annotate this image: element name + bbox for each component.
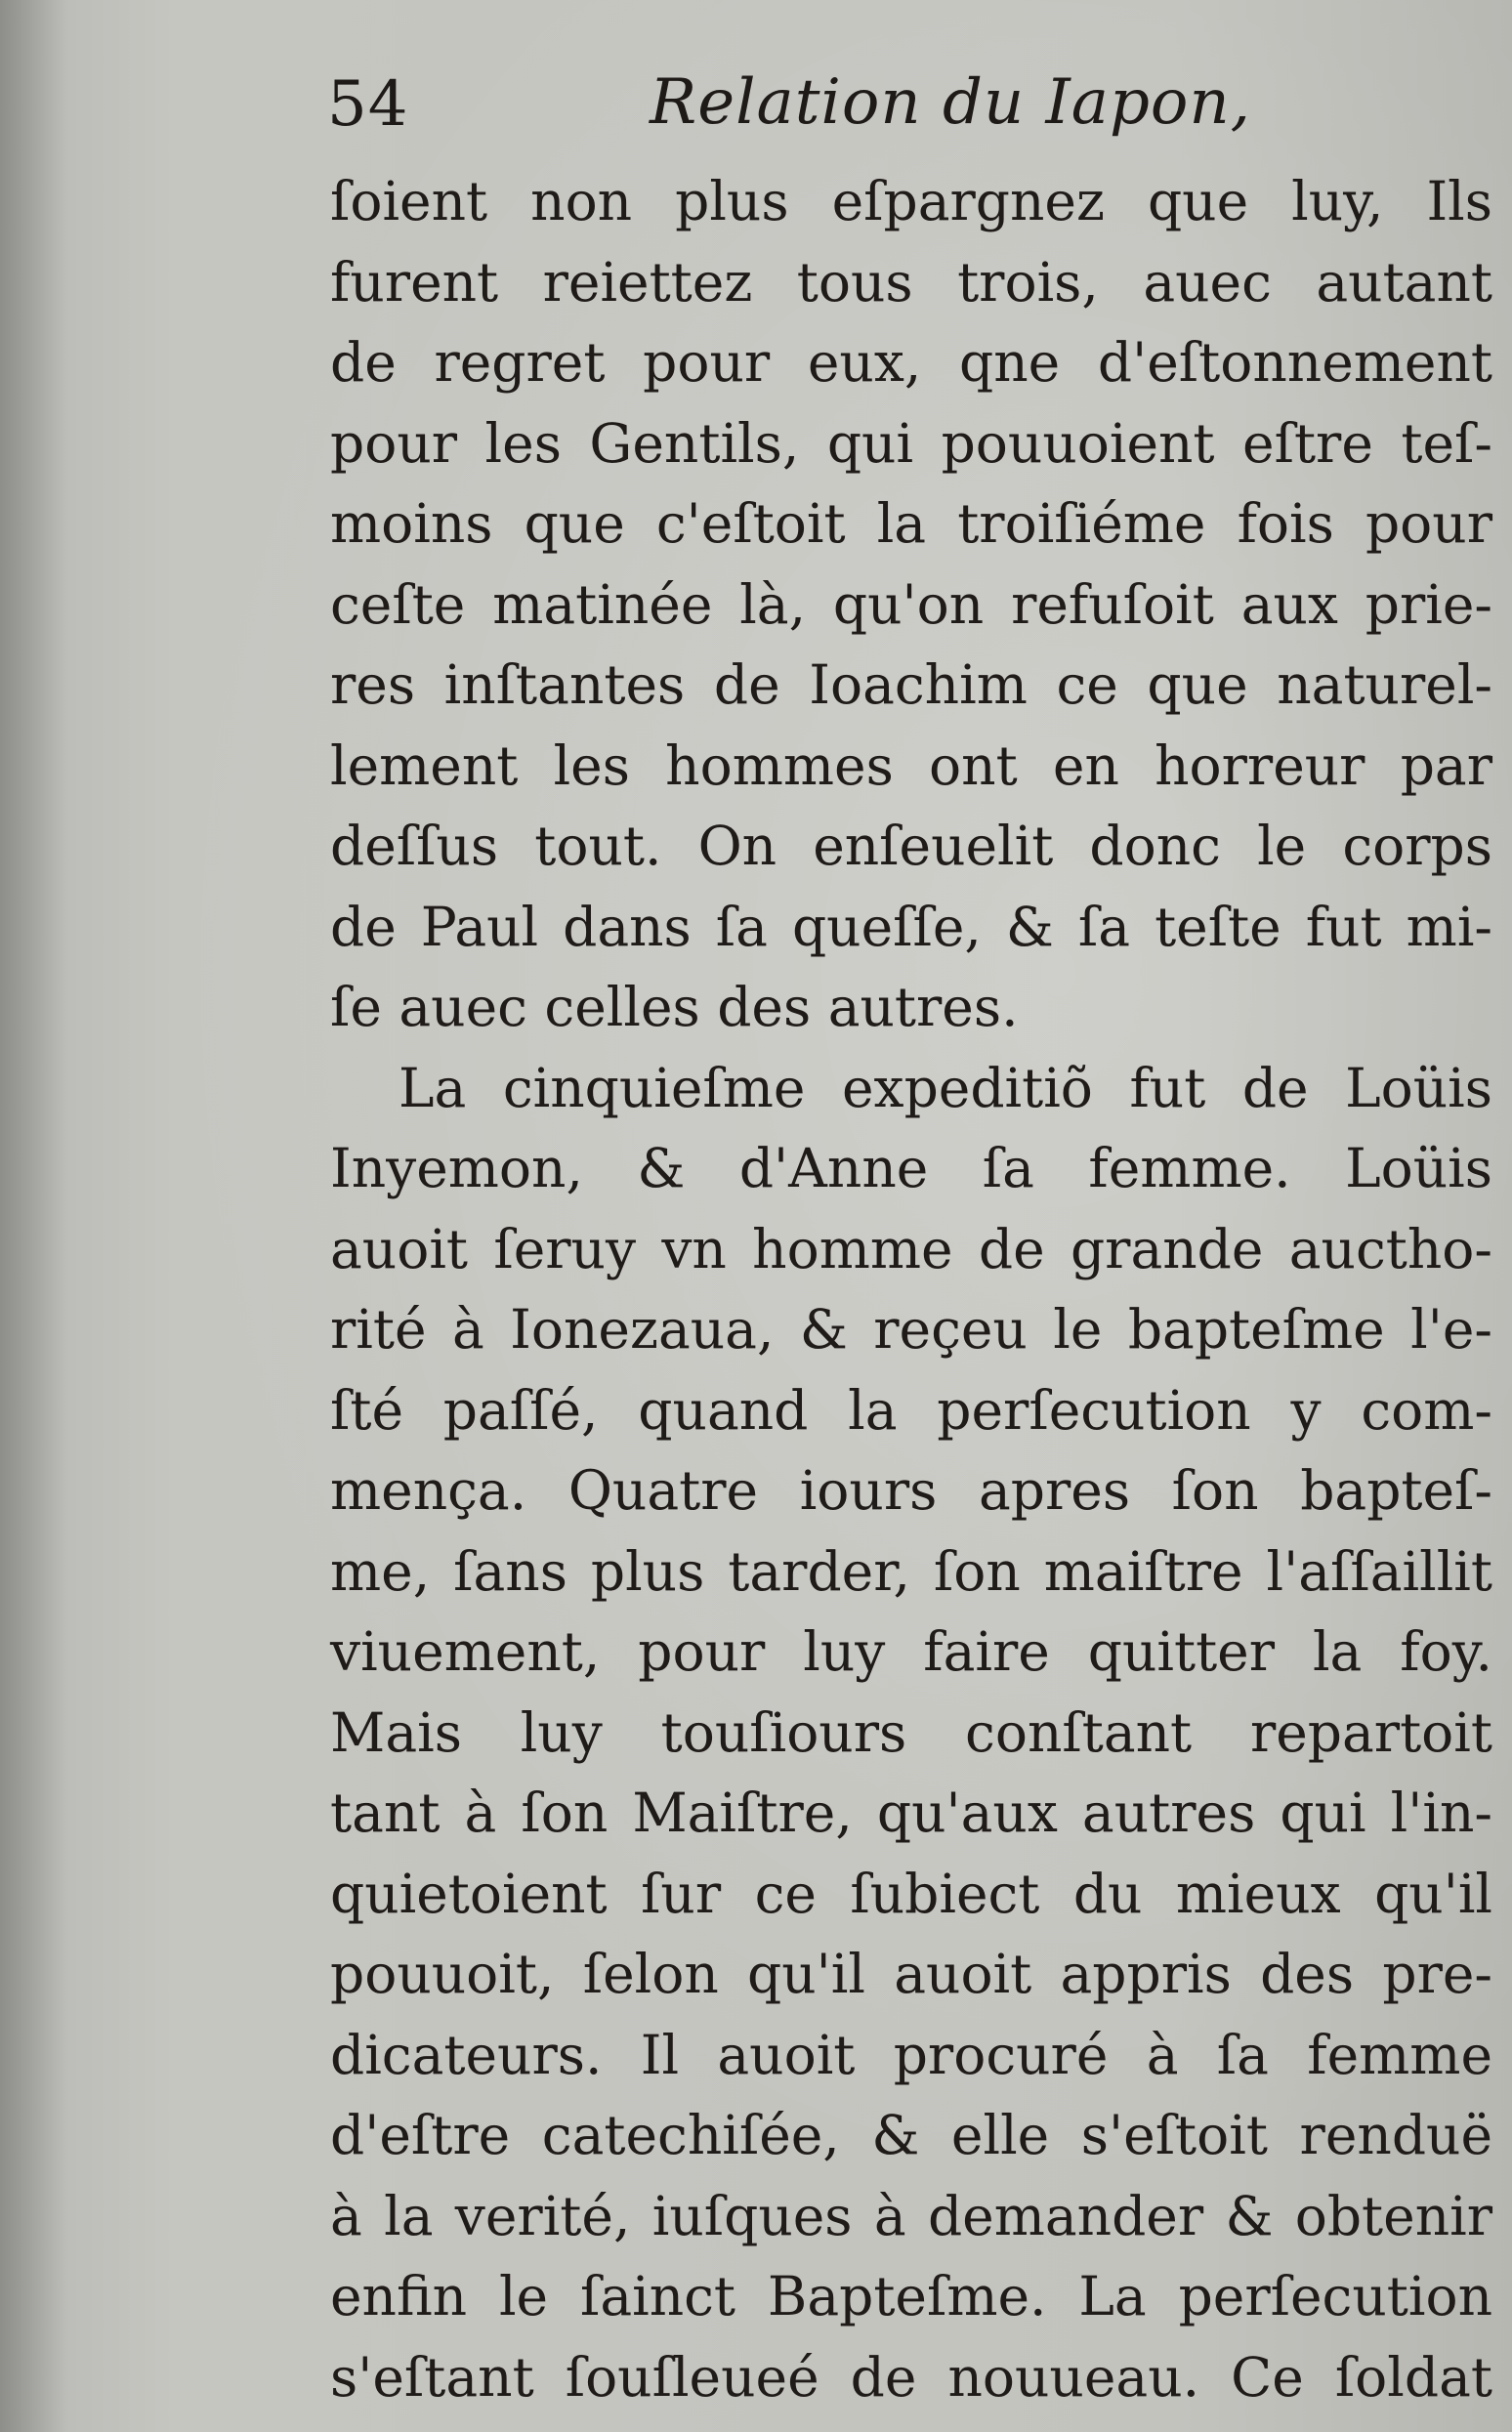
text-line: ſté paſſé, quand la perſecution y com- xyxy=(330,1378,1492,1442)
text-line: mença. Quatre iours apres ſon bapteſ- xyxy=(330,1459,1492,1522)
text-line: lement les hommes ont en horreur par xyxy=(330,734,1492,797)
text-line: à la verité, iuſques à demander & obtenir xyxy=(330,2184,1492,2247)
text-line: ceſte matinée là, qu'on refuſoit aux prie- xyxy=(330,572,1492,636)
text-line: tant à ſon Maiſtre, qu'aux autres qui l'in- xyxy=(330,1782,1492,1844)
page-header xyxy=(327,59,1499,166)
page-number: 54 xyxy=(327,68,409,141)
paragraph-end-line: ſe auec celles des autres. xyxy=(330,976,1019,1038)
text-line: de Paul dans ſa queſſe, & ſa teſte fut mi- xyxy=(330,895,1492,958)
text-line: deſſus tout. On enſeuelit donc le corps xyxy=(330,815,1492,877)
text-line: pouuoit, ſelon qu'il auoit appris des pre- xyxy=(330,1943,1492,2005)
text-line: res inſtantes de Ioachim ce que naturel- xyxy=(330,653,1492,716)
text-line: de regret pour eux, qne d'eſtonnement xyxy=(330,331,1492,394)
text-line: moins que c'eſtoit la troiſiéme fois pour xyxy=(330,492,1492,555)
text-line: quietoient ſur ce ſubiect du mieux qu'il xyxy=(330,1862,1492,1925)
text-line: s'eſtant ſouſleueé de nouueau. Ce ſoldat xyxy=(330,2345,1492,2409)
text-line: d'eſtre catechiſée, & elle s'eſtoit renduë xyxy=(330,2104,1492,2166)
body-text xyxy=(330,161,1492,2417)
text-line: viuement, pour luy faire quitter la foy. xyxy=(330,1620,1492,1683)
page-gutter-shadow xyxy=(0,0,68,2432)
text-line: ſoient non plus eſpargnez que luy, Ils xyxy=(330,170,1492,232)
text-line: Mais luy touſiours conſtant repartoit xyxy=(330,1700,1492,1764)
paragraph-start-line: La cinquieſme expeditiõ fut de Loüis xyxy=(399,1056,1492,1119)
text-line: dicateurs. Il auoit procuré à ſa femme xyxy=(330,2023,1492,2086)
text-line: auoit ſeruy vn homme de grande auctho- xyxy=(330,1217,1492,1280)
text-line: me, ſans plus tarder, ſon maiſtre l'aſſaillit xyxy=(330,1539,1492,1603)
text-line: furent reiettez tous trois, auec autant xyxy=(330,250,1492,314)
text-line: enfin le ſainct Bapteſme. La perſecution xyxy=(330,2265,1492,2327)
text-line: pour les Gentils, qui pouuoient eſtre teſ- xyxy=(330,411,1492,475)
text-line: Inyemon, & d'Anne ſa femme. Loüis xyxy=(330,1137,1492,1199)
running-title: Relation du Iapon, xyxy=(650,66,1251,139)
text-line: rité à Ionezaua, & reçeu le bapteſme l'e- xyxy=(330,1298,1492,1361)
